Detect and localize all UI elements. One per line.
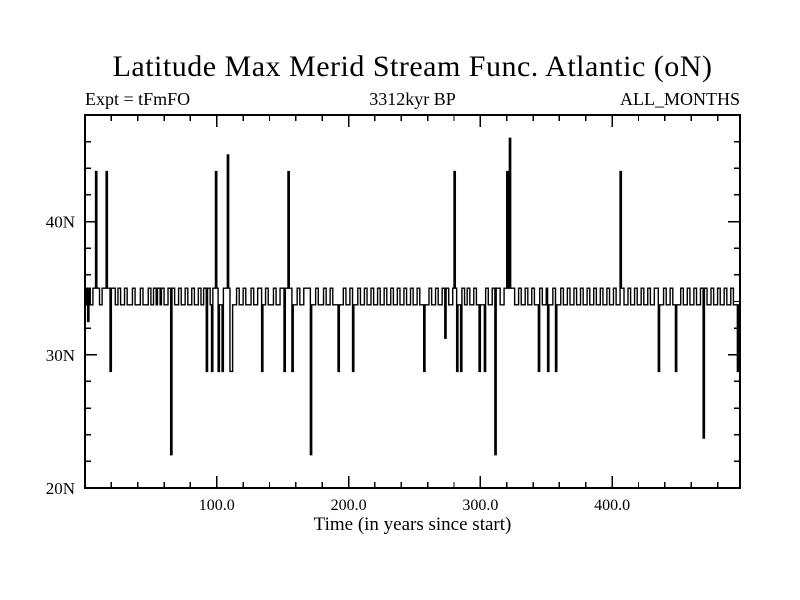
data-line bbox=[85, 138, 740, 454]
months-label: ALL_MONTHS bbox=[620, 89, 740, 109]
y-tick-label: 20N bbox=[45, 479, 75, 498]
y-tick-label: 40N bbox=[45, 212, 75, 232]
x-tick-label: 400.0 bbox=[594, 497, 631, 514]
chart-title: Latitude Max Merid Stream Func. Atlantic (oN) bbox=[112, 50, 713, 83]
y-tick-label: 30N bbox=[45, 345, 75, 365]
x-tick-label: 100.0 bbox=[198, 497, 235, 514]
time-bp-label: 3312kyr BP bbox=[369, 89, 456, 109]
x-tick-label: 200.0 bbox=[330, 497, 367, 514]
experiment-label: Expt = tFmFO bbox=[85, 89, 191, 109]
x-axis-title: Time (in years since start) bbox=[313, 514, 512, 535]
x-tick-label: 300.0 bbox=[462, 497, 499, 514]
